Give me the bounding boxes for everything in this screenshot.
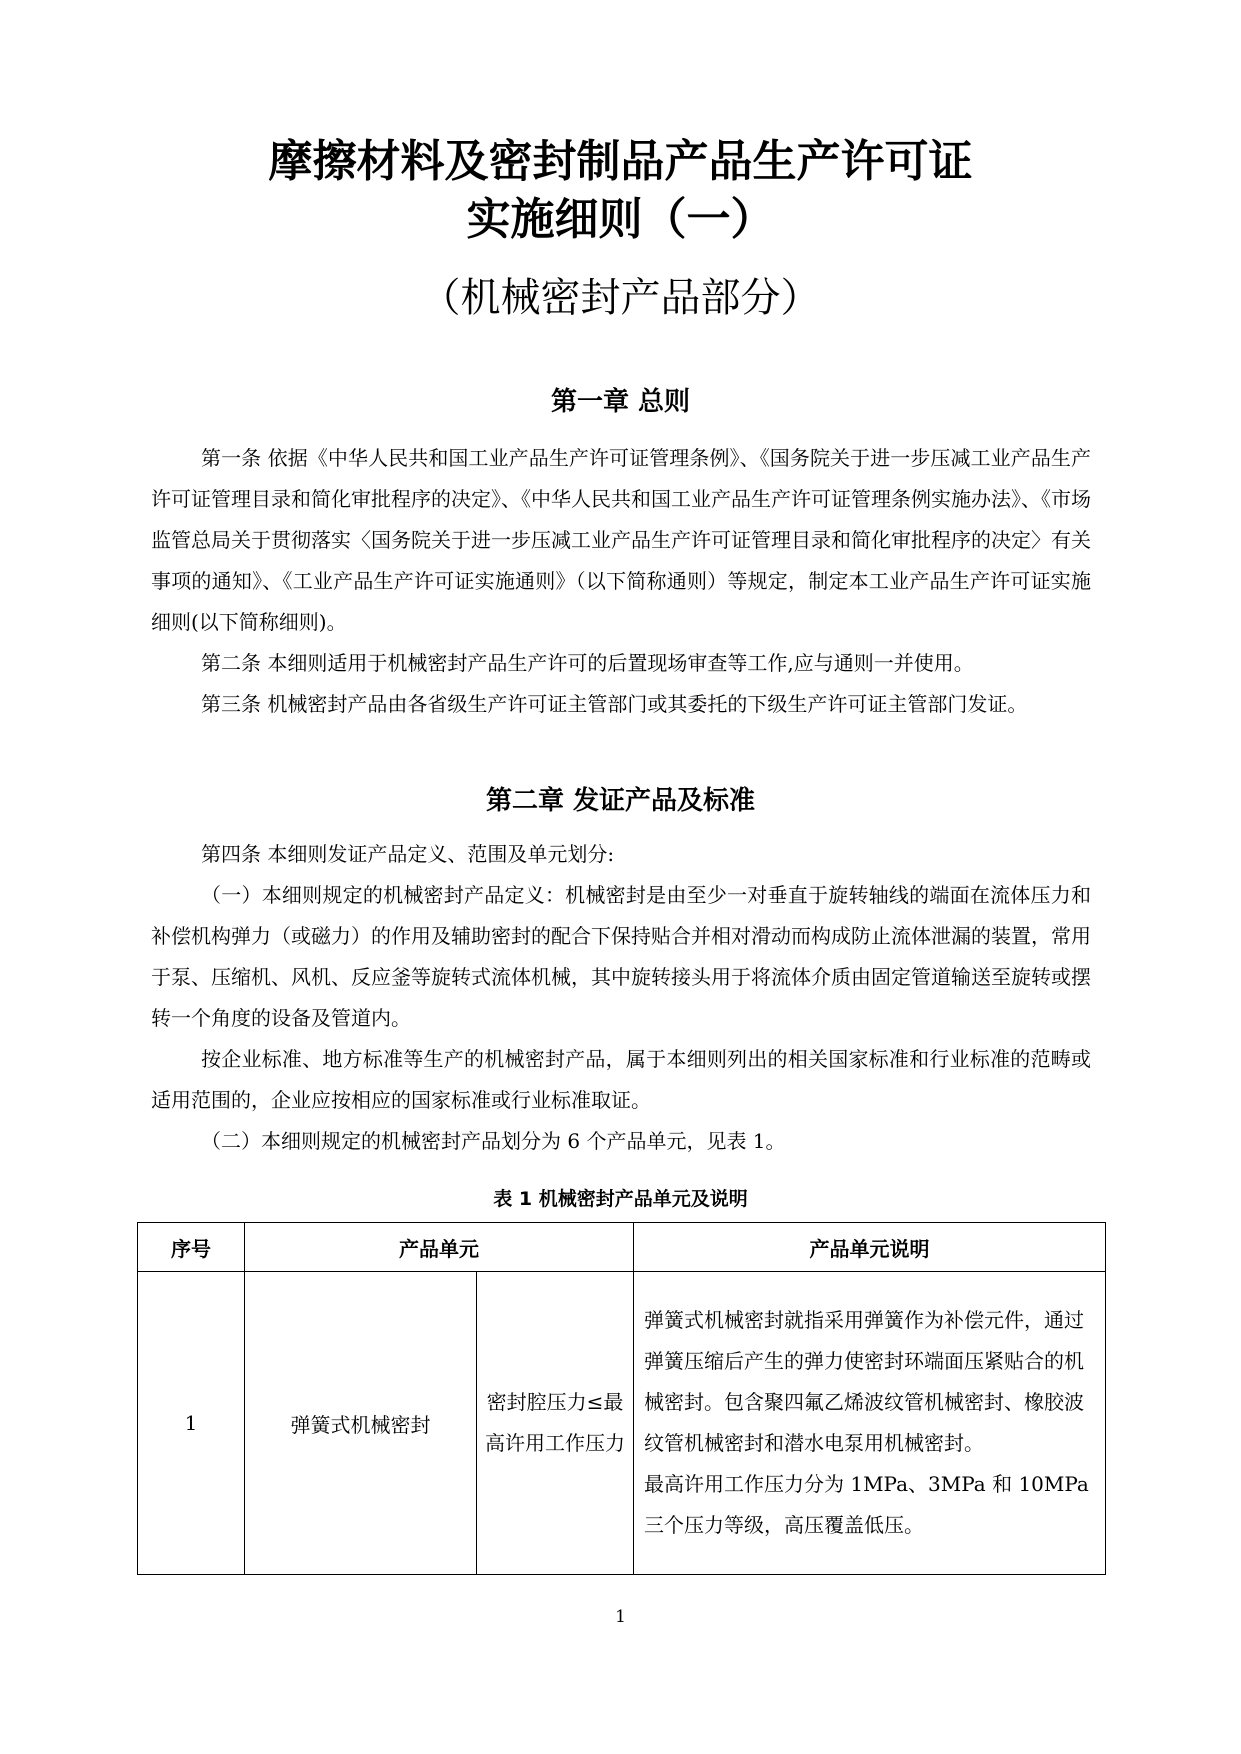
table-caption: 表 1 机械密封产品单元及说明 [493,1188,748,1210]
article-4-item-2: （二）本细则规定的机械密封产品划分为 6 个产品单元，见表 1。 [201,1129,786,1153]
cell-no: 1 [138,1272,245,1575]
description-pressure: 最高许用工作压力分为 1MPa、3MPa 和 10MPa 三个压力等级，高压覆盖低压。 [644,1472,1089,1537]
header-no: 序号 [138,1223,245,1272]
table-header-row [138,1223,1106,1272]
document-title-line1: 摩擦材料及密封制品产品生产许可证 [268,136,973,187]
chapter1-heading: 第一章 总则 [550,387,691,417]
article-4: 第四条 本细则发证产品定义、范围及单元划分: [201,842,615,866]
cell-description [634,1272,1106,1575]
header-desc: 产品单元说明 [634,1223,1106,1272]
article-4-item-1: （一）本细则规定的机械密封产品定义：机械密封是由至少一对垂直于旋转轴线的端面在流体压力和补偿机构弹力（或磁力）的作用及辅助密封的配合下保持贴合并相对滑动而构成防止流体泄漏的装置，常用于泵、压缩机、风机、反应釜等旋转式流体机械，其中旋转接头用于将流体介质由固定管道输送至旋转或摆转一个角度的设备及管道内。 [151,883,1091,1030]
article-4-item-1-note: 按企业标准、地方标准等生产的机械密封产品，属于本细则列出的相关国家标准和行业标准的范畴或适用范围的，企业应按相应的国家标准或行业标准取证。 [151,1047,1091,1112]
cell-condition: 密封腔压力≤最高许用工作压力 [477,1272,634,1575]
document-subtitle: （机械密封产品部分） [420,275,821,321]
table-row [138,1272,1106,1575]
cell-unit: 弹簧式机械密封 [245,1272,477,1575]
article-1: 第一条 依据《中华人民共和国工业产品生产许可证管理条例》、《国务院关于进一步压减工业产品生产许可证管理目录和简化审批程序的决定》、《中华人民共和国工业产品生产许可证管理条例实施办法》、《市场监管总局关于贯彻落实〈国务院关于进一步压减工业产品生产许可证管理目录和简化审批程序的决定〉有关事项的通知》、《工业产品生产许可证实施通则》（以下简称通则）等规定，制定本工业产品生产许可证实施细则(以下简称细则)。 [151,446,1091,634]
description-text: 弹簧式机械密封就指采用弹簧作为补偿元件，通过弹簧压缩后产生的弹力使密封环端面压紧贴合的机械密封。包含聚四氟乙烯波纹管机械密封、橡胶波纹管机械密封和潜水电泵用机械密封。 [644,1308,1084,1455]
article-3: 第三条 机械密封产品由各省级生产许可证主管部门或其委托的下级生产许可证主管部门发证。 [201,692,1028,716]
product-unit-table [137,1222,1106,1575]
article-2: 第二条 本细则适用于机械密封产品生产许可的后置现场审查等工作,应与通则一并使用。 [201,651,974,675]
header-unit: 产品单元 [245,1223,634,1272]
document-title-line2: 实施细则（一） [466,194,775,245]
page-number: 1 [615,1607,626,1627]
chapter2-heading: 第二章 发证产品及标准 [485,786,756,816]
